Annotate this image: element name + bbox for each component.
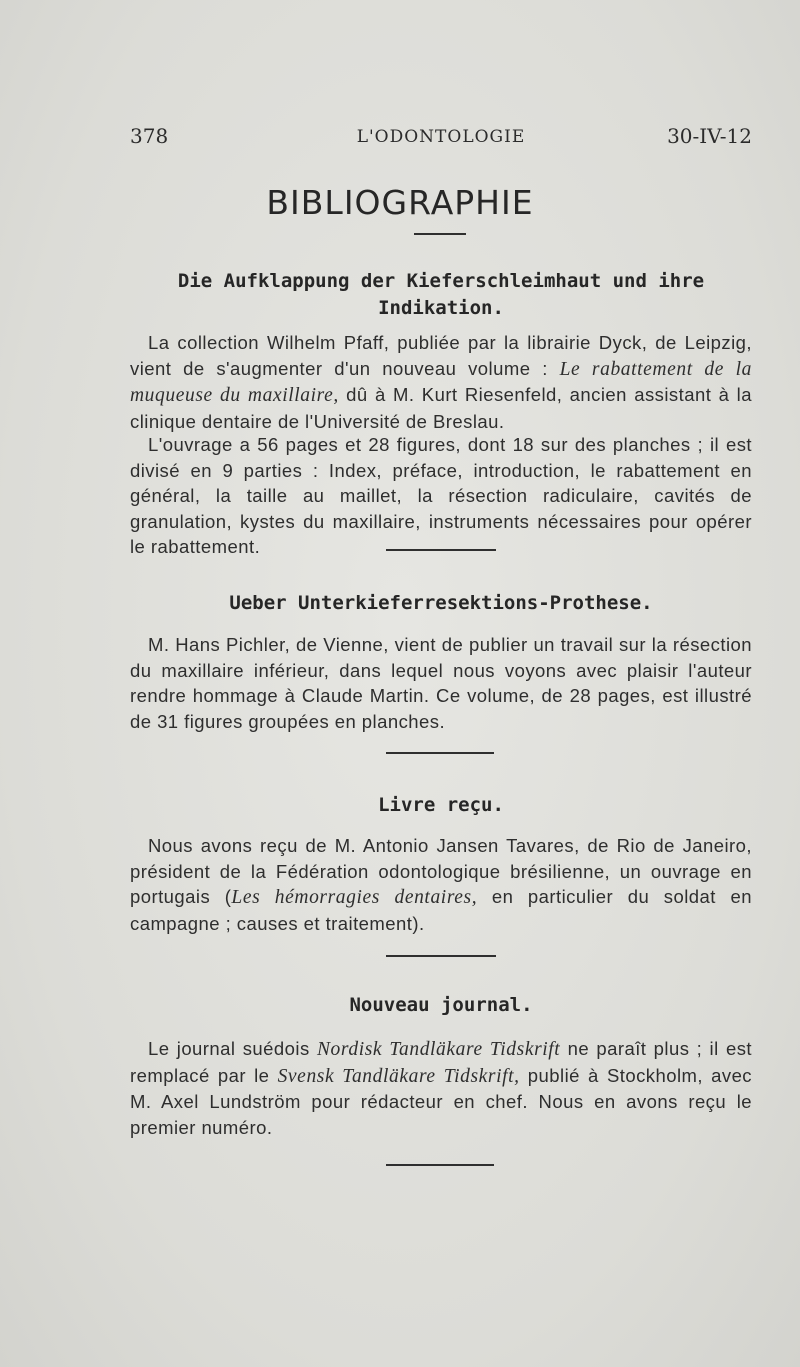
- journal-name-italic: Svensk Tandläkare Tidskrift,: [277, 1065, 520, 1087]
- section-divider: [386, 549, 496, 551]
- page-title: BIBLIOGRAPHIE: [266, 183, 534, 222]
- paragraph-nouveau-journal: [130, 1036, 752, 1140]
- paragraph-text: La collection Wilhelm Pfaff, publiée par la librairie Dyck, de Leipzig, vient de s'augmenter d'un nouveau volume :: [130, 332, 752, 379]
- book-title-italic: Le rabattement de la muqueuse du maxillaire,: [130, 358, 753, 407]
- section-divider: [386, 752, 494, 754]
- paragraph-livre-recu: [130, 833, 752, 936]
- paragraph-text: publié à Stockholm, avec M. Axel Lundström pour rédacteur en chef. Nous en avons reçu le premier numéro.: [130, 1064, 753, 1138]
- issue-date: 30-IV-12: [667, 124, 752, 148]
- section-heading-nouveau-journal: Nouveau journal.: [349, 994, 533, 1016]
- paragraph-text: ne paraît plus ; il est remplacé par le: [130, 1038, 752, 1086]
- running-header: [130, 124, 752, 152]
- section-heading-line2: Indikation.: [378, 297, 504, 319]
- section-heading-aufklappung: [130, 268, 752, 322]
- journal-name-italic: Nordisk Tandläkare Tidskrift: [316, 1039, 561, 1060]
- paragraph-text: Nous avons reçu de M. Antonio Jansen Tavares, de Rio de Janeiro, président de la Fédération odontologique brésilienne, un ouvrage en portugais (: [130, 835, 752, 908]
- section-heading-livre-recu: Livre reçu.: [378, 794, 504, 816]
- section-heading-line1: Die Aufklappung der Kieferschleimhaut und ihre: [177, 270, 705, 292]
- book-title-italic: Les hémorragies dentaires,: [231, 887, 478, 909]
- paragraph-unterkiefer: M. Hans Pichler, de Vienne, vient de publier un travail sur la résection du maxillaire inférieur, dans lequel nous voyons avec plaisir l'auteur rendre hommage à Claude Martin. Ce volume, de 28 pages, est illustré de 31 figures groupées en planches.: [130, 634, 752, 732]
- section-divider: [386, 1164, 494, 1166]
- section-divider: [386, 955, 496, 957]
- paragraph-text: dû à M. Kurt Riesenfeld, ancien assistant à la clinique dentaire de l'Université de Breslau.: [130, 384, 752, 432]
- title-rule: [414, 233, 466, 235]
- section-heading-unterkiefer: Ueber Unterkieferresektions-Prothese.: [229, 592, 653, 614]
- paragraph-aufklappung-2: L'ouvrage a 56 pages et 28 figures, dont 18 sur des planches ; il est divisé en 9 parties : Index, préface, introduction, le rabattement en général, la taille au maillet, la résection radiculaire, cavités de granulation, kystes du maxillaire, instruments nécessaires pour opérer le rabattement.: [130, 434, 752, 558]
- page-number: 378: [130, 124, 169, 148]
- paragraph-text: Le journal suédois: [148, 1038, 317, 1059]
- paragraph-aufklappung-1: [130, 330, 752, 434]
- paragraph-text: en particulier du soldat en campagne ; causes et traitement).: [130, 886, 752, 934]
- journal-title: L'ODONTOLOGIE: [356, 127, 526, 147]
